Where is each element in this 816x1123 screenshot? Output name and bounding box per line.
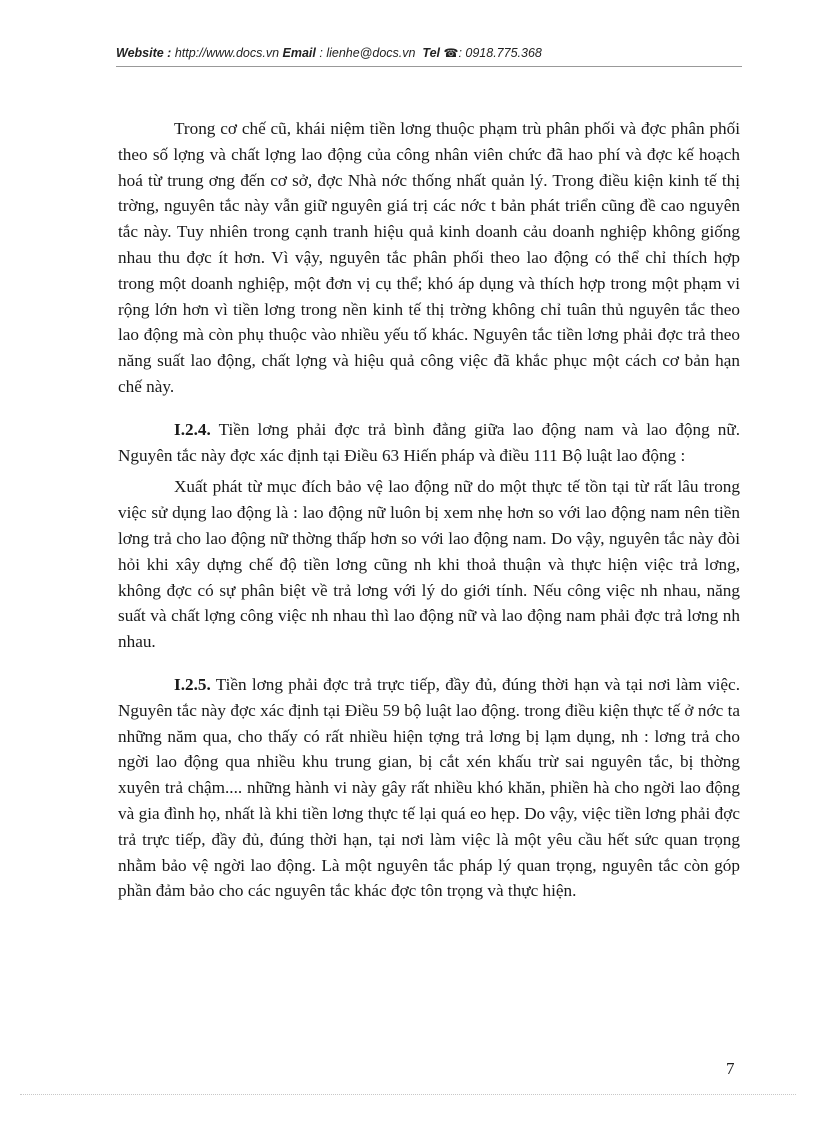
document-body: [118, 116, 740, 921]
telephone-icon: ☎: [443, 46, 459, 60]
paragraph-text: Tiền lơng phải đợc trả trực tiếp, đầy đủ, đúng thời hạn và tại nơi làm việc. Nguyên tắc này đợc xác định tại Điều 59 bộ luật lao động. trong điều kiện thực tế ở nớc ta những năm qua, cho thấy có rất nhiều hiện tợng trả lơng bị lạm dụng, nh : lơng trả cho ngời lao động qua nhiều khu trung gian, bị cắt xén khấu trừ sai nguyên tắc, bị thờng xuyên trả chậm.... những hành vi này gây rất nhiều khó khăn, phiền hà cho ngời lao động và gia đình họ, nhất là khi tiền lơng thực tế lại quá eo hẹp. Do vậy, việc tiền lơng phải đợc trả trực tiếp, đầy đủ, đúng thời hạn, tại nơi làm việc là một yêu cầu hết sức quan trọng nhằm bảo vệ ngời lao động. Là một nguyên tắc pháp lý quan trọng, nguyên tắc còn góp phần đảm bảo cho các nguyên tắc khác đợc tôn trọng và thực hiện.: [118, 674, 740, 901]
paragraph-4: [118, 672, 740, 904]
paragraph-3: [118, 474, 740, 655]
website-label: Website :: [116, 46, 172, 60]
section-heading-i-2-4: I.2.4.: [174, 419, 211, 439]
paragraph-text: Xuất phát từ mục đích bảo vệ lao động nữ do một thực tế tồn tại từ rất lâu trong việc sử dụng lao động là : lao động nữ luôn bị xem nhẹ hơn so với lao động nam nên tiền lơng trả cho lao động nữ thờng thấp hơn so với lao động nam. Do vậy, nguyên tắc này đòi hỏi khi xây dựng chế độ tiền lơng cũng nh khi thoả thuận và thực hiện việc trả lơng, không đợc có sự phân biệt về trả lơng với lý do giới tính. Nếu công việc nh nhau, năng suất và chất lợng công việc nh nhau thì lao động nữ và lao động nam phải đợc trả lơng nh nhau.: [118, 477, 740, 652]
email-address[interactable]: : lienhe@docs.vn: [319, 46, 416, 60]
page-header: [116, 46, 742, 60]
website-url[interactable]: http://www.docs.vn: [174, 46, 280, 60]
page-bottom-border: [20, 1094, 796, 1095]
page-number: 7: [726, 1059, 735, 1078]
paragraph-1: [118, 116, 740, 400]
section-heading-i-2-5: I.2.5.: [174, 674, 211, 694]
paragraph-text: Trong cơ chế cũ, khái niệm tiền lơng thuộc phạm trù phân phối và đợc phân phối theo số lợng và chất lợng lao động của công nhân viên chức đã hao phí và đợc kế hoạch hoá từ trung ơng đến cơ sở, đợc Nhà nớc thống nhất quản lý. Trong điều kiện kinh tế thị trờng, nguyên tắc này vẫn giữ nguyên giá trị các nớc t bản phát triển cũng đề cao nguyên tắc này. Tuy nhiên trong cạnh tranh hiệu quả kinh doanh cảu doanh nghiệp không giống nhau thu đợc ít hơn. Vì vậy, nguyên tắc phân phối theo lao động có thể chỉ thích hợp trong một doanh nghiệp, một đơn vị cụ thể; khó áp dụng và thích hợp trong một phạm vi rộng lớn hơn vì tiền lơng trong nền kinh tế thị trờng không chỉ tuân thủ nguyên tắc theo lao động mà còn phụ thuộc vào nhiều yếu tố khác. Nguyên tắc tiền lơng phải đợc trả theo năng suất lao động, chất lợng và hiệu quả công việc đã khắc phục một cách cơ bản hạn chế này.: [118, 119, 740, 396]
header-divider: [116, 66, 742, 67]
tel-label: Tel: [422, 46, 441, 60]
paragraph-2: [118, 417, 740, 469]
paragraph-text: Tiền lơng phải đợc trả bình đẳng giữa lao động nam và lao động nữ. Nguyên tắc này đợc xác định tại Điều 63 Hiến pháp và điều 111 Bộ luật lao động :: [118, 419, 740, 465]
email-label: Email: [282, 46, 316, 60]
tel-number: : 0918.775.368: [458, 46, 542, 60]
